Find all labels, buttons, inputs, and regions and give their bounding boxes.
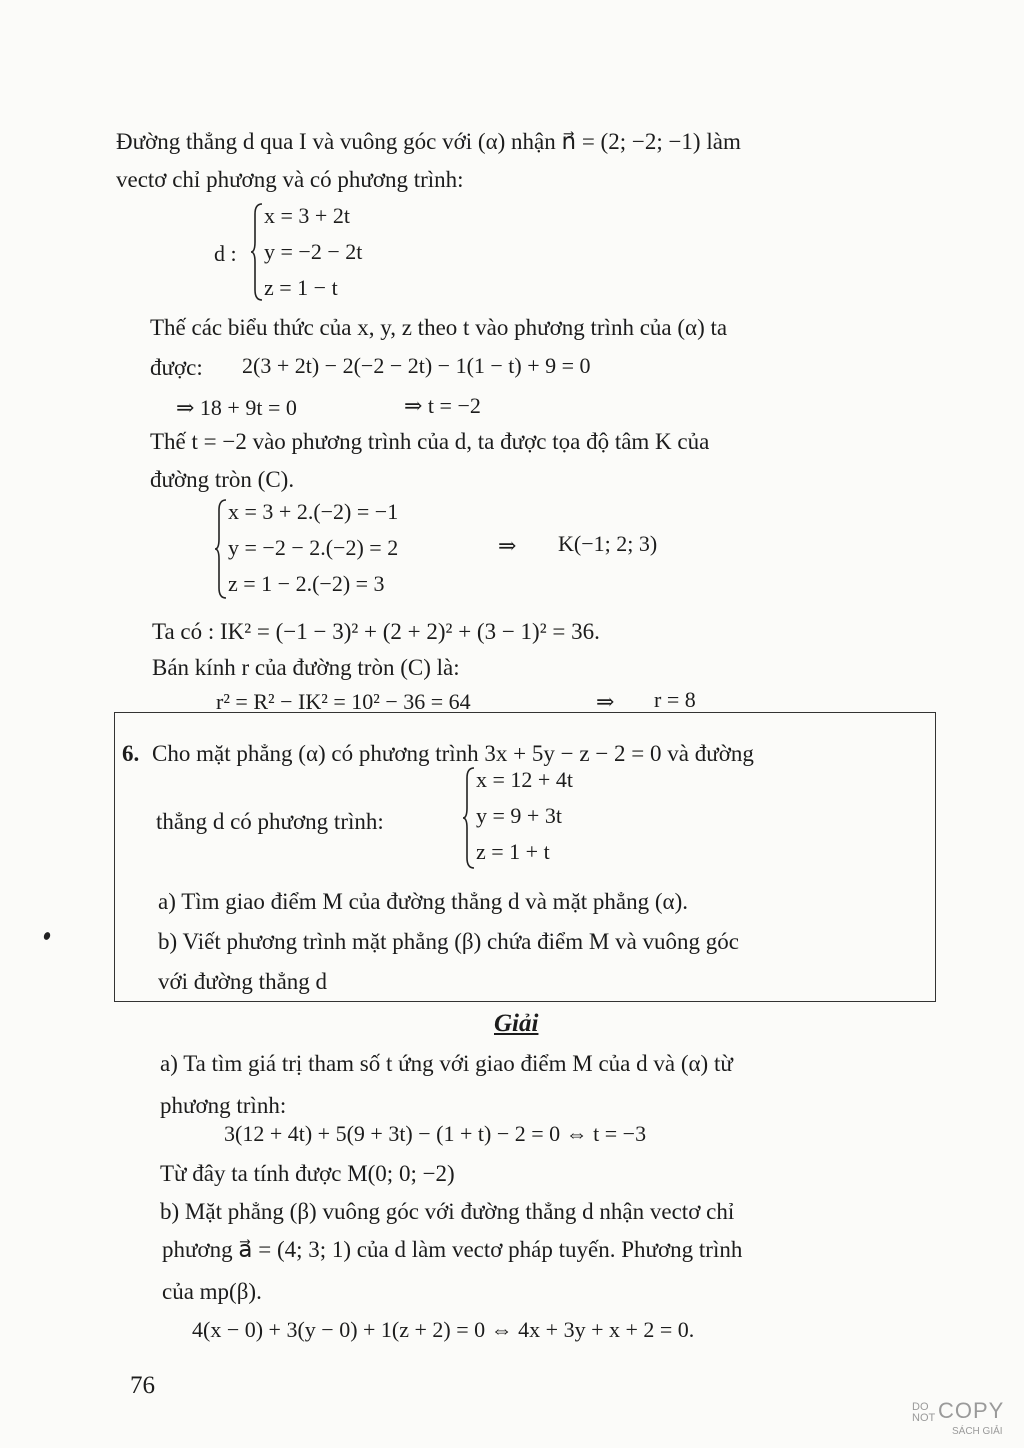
exercise-line-d: thẳng d có phương trình: [156,809,384,834]
implies-arrow: ⇒ [596,689,615,714]
page-number: 76 [130,1372,155,1399]
line-vector-intro: vectơ chỉ phương và có phương trình: [116,167,464,192]
line-substitute: Thế các biểu thức của x, y, z theo t vào phương trình của (α) ta [150,315,728,340]
solution-b: b) Mặt phẳng (β) vuông góc với đường thẳng d nhận vectơ chỉ [160,1199,735,1224]
equation-substituted: 2(3 + 2t) − 2(−2 − 2t) − 1(1 − t) + 9 = 0 [242,353,591,378]
exercise-part-b: b) Viết phương trình mặt phẳng (β) chứa điểm M và vuông góc [158,929,739,954]
line-obtained: được: [150,355,203,380]
equation-kz: z = 1 − 2.(−2) = 3 [228,571,385,596]
exercise-number: 6. [122,741,140,766]
equation-radius: r = 8 [654,687,696,712]
equation-solve-t: 3(12 + 4t) + 5(9 + 3t) − (1 + t) − 2 = 0 ⇔ t = −3 [224,1121,647,1146]
equation-simplified: ⇒ 18 + 9t = 0 [176,395,297,420]
solution-title: Giải [494,1010,539,1037]
solution-point-m: Từ đây ta tính được M(0; 0; −2) [160,1161,455,1186]
solution-b-continued: phương a⃗ = (4; 3; 1) của d làm vectơ pháp tuyến. Phương trình [162,1237,743,1262]
equation-plane-beta: 4(x − 0) + 3(y − 0) + 1(z + 2) = 0 ⇔ 4x + 3y + x + 2 = 0. [192,1317,695,1342]
watermark-logo [912,1398,1006,1442]
watermark-small-text: DO NOT [912,1401,936,1424]
equation-z: z = 1 + t [476,839,550,864]
solution-b-plane: của mp(β). [162,1279,262,1304]
center-k-result: K(−1; 2; 3) [558,531,658,556]
solution-a-continued: phương trình: [160,1093,287,1118]
line-radius-intro: Bán kính r của đường tròn (C) là: [152,655,460,680]
line-direction-vector: Đường thẳng d qua I và vuông góc với (α) nhận n⃗ = (2; −2; −1) làm [116,129,741,154]
equation-x: x = 3 + 2t [264,203,350,228]
brace-icon [462,766,476,870]
system-label: d : [214,241,237,266]
line-circle: đường tròn (C). [150,467,295,492]
watermark-copy-text: COPY [938,1398,1005,1423]
equation-y: y = −2 − 2t [264,239,363,264]
brace-icon [250,202,264,302]
equation-z: z = 1 − t [264,275,338,300]
equation-ky: y = −2 − 2.(−2) = 2 [228,535,399,560]
ink-spot [43,931,52,941]
equation-kx: x = 3 + 2.(−2) = −1 [228,499,399,524]
line-substitute-t: Thế t = −2 vào phương trình của d, ta được tọa độ tâm K của [150,429,710,454]
brace-icon [214,498,228,600]
equation-t-result: ⇒ t = −2 [404,393,481,418]
equation-y: y = 9 + 3t [476,803,562,828]
exercise-statement: Cho mặt phẳng (α) có phương trình 3x + 5y − z − 2 = 0 và đường [152,741,754,766]
equation-radius-squared: r² = R² − IK² = 10² − 36 = 64 [216,689,471,714]
equation-x: x = 12 + 4t [476,767,573,792]
exercise-part-a: a) Tìm giao điểm M của đường thẳng d và mặt phẳng (α). [158,889,688,914]
watermark-brand-text: SÁCH GIẢI [952,1426,1003,1437]
exercise-part-b-continued: với đường thẳng d [158,969,328,994]
implies-arrow: ⇒ [498,533,517,558]
line-ik-squared: Ta có : IK² = (−1 − 3)² + (2 + 2)² + (3 − 1)² = 36. [152,619,600,644]
solution-a: a) Ta tìm giá trị tham số t ứng với giao điểm M của d và (α) từ [160,1051,733,1076]
